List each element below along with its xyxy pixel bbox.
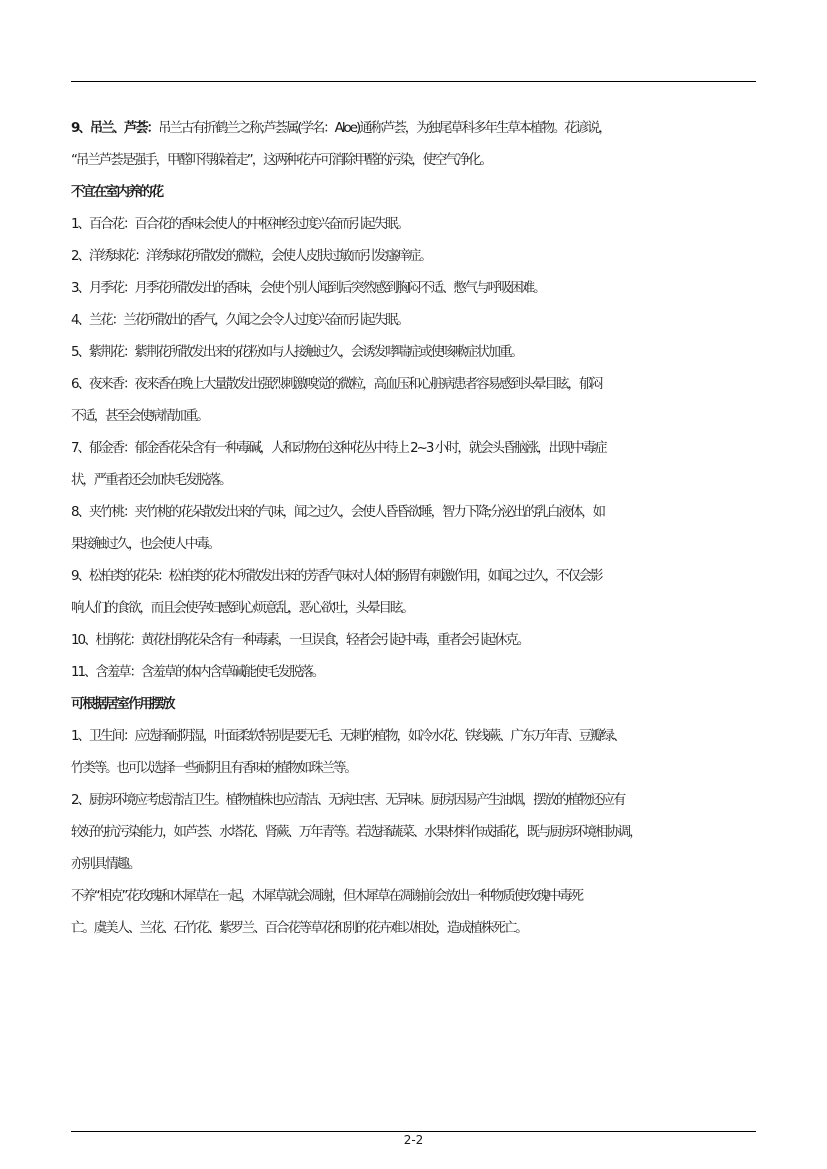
line-text: 亡。虞美人、兰花、石竹花、紫罗兰、百合花等草花和别的花卉难以相处，造成植株死亡。 [71, 921, 527, 936]
text-line [71, 785, 761, 817]
line-text: 不养“相克”花玫瑰和木犀草在一起，木犀草就会凋谢，但木犀草在凋谢前会放出一种物质使玫瑰中毒死 [71, 889, 583, 904]
text-line [71, 913, 761, 945]
line-text: 1、百合花：百合花的香味会使人的中枢神经过度兴奋而引起失眠。 [71, 217, 408, 232]
line-text: 状，严重者还会加快毛发脱落。 [71, 473, 231, 488]
text-line [71, 497, 761, 529]
text-line [71, 465, 761, 497]
text-line [71, 241, 761, 273]
line-text: 2、洋绣球花：洋绣球花所散发的微粒，会使人皮肤过敏而引发瘙痒症。 [71, 249, 431, 264]
text-line [71, 657, 761, 689]
line-text: 较好的抗污染能力，如芦荟、水塔花、肾蕨、万年青等。若选择蔬菜、水果材料作成插花，既与厨房环境相协调， [71, 825, 641, 840]
document-body [71, 113, 761, 945]
text-line [71, 721, 761, 753]
text-line [71, 305, 761, 337]
line-text: 果接触过久，也会使人中毒。 [71, 537, 220, 552]
text-line [71, 433, 761, 465]
line-text: 6、夜来香：夜来香在晚上大量散发出强烈刺激嗅觉的微粒，高血压和心脏病患者容易感到头晕目眩，郁闷 [71, 377, 602, 392]
line-text: 亦别具情趣。 [71, 857, 140, 872]
text-line [71, 625, 761, 657]
line-text: 2、厨房环境应考虑清洁卫生。植物植株也应清洁、无病虫害、无异味。厨房因易产生油烟，摆放的植物还应有 [71, 793, 625, 808]
bold-heading: 可根据居室作用摆放 [71, 697, 174, 712]
text-line [71, 369, 761, 401]
text-line [71, 337, 761, 369]
line-text: 8、夹竹桃：夹竹桃的花朵散发出来的气味，闻之过久，会使人昏昏欲睡，智力下降;分泌出的乳白液体，如 [71, 505, 604, 520]
section-heading [71, 689, 761, 721]
text-line [71, 881, 761, 913]
line-text: 不适，甚至会使病情加重。 [71, 409, 208, 424]
header-rule [71, 81, 756, 82]
line-text: 3、月季花：月季花所散发出的香味，会使个别人闻到后突然感到胸闷不适、憋气与呼吸困难。 [71, 281, 545, 296]
text-line [71, 849, 761, 881]
text-line [71, 113, 761, 145]
text-line [71, 145, 761, 177]
line-text: 竹类等。也可以选择一些耐阴且有香味的植物如珠兰等。 [71, 761, 356, 776]
text-line [71, 593, 761, 625]
line-text: 响人们的食欲，而且会使孕妇感到心烦意乱，恶心欲吐，头晕目眩。 [71, 601, 413, 616]
line-text: 4、兰花：兰花所散出的香气，久闻之会令人过度兴奋而引起失眠。 [71, 313, 408, 328]
bold-heading: 不宜在室内养的花 [71, 185, 163, 200]
page-number: 2-2 [403, 1133, 424, 1147]
line-text: “吊兰芦荟是强手，甲醛吓得躲着走”，这两种花卉可消除甲醛的污染，使空气净化。 [71, 153, 491, 168]
bold-heading: 9、吊兰、芦荟： [71, 121, 159, 136]
text-line [71, 401, 761, 433]
line-text: 11、含羞草：含羞草的体内含草碱能使毛发脱落。 [71, 665, 324, 680]
line-text: 10、杜鹃花：黄花杜鹃花朵含有一种毒素，一旦误食，轻者会引起中毒，重者会引起休克。 [71, 633, 529, 648]
text-line [71, 529, 761, 561]
text-line [71, 753, 761, 785]
text-line [71, 561, 761, 593]
line-text: 9、松柏类的花朵：松柏类的花木所散发出来的芳香气味对人体的肠胃有刺激作用，如闻之过久，不仅会影 [71, 569, 602, 584]
line-text: 吊兰古有折鹤兰之称;芦荟属(学名：Aloe)通称芦荟，为独尾草科多年生草本植物。花谚说， [158, 121, 610, 136]
line-text: 5、紫荆花：紫荆花所散发出来的花粉如与人接触过久，会诱发哮喘症或使咳嗽症状加重。 [71, 345, 522, 360]
text-line [71, 817, 761, 849]
section-heading [71, 177, 761, 209]
text-line [71, 209, 761, 241]
line-text: 7、郁金香：郁金香花朵含有一种毒碱，人和动物在这种花丛中待上 2~3 小时，就会头昏脑涨，出现中毒症 [71, 441, 606, 456]
footer-rule [71, 1131, 756, 1132]
text-line [71, 273, 761, 305]
line-text: 1、卫生间：应选择耐阴湿，叶面柔软特别是要无毛、无刺的植物，如冷水花、铁线蕨、广东万年青、豆瓣绿、 [71, 729, 625, 744]
